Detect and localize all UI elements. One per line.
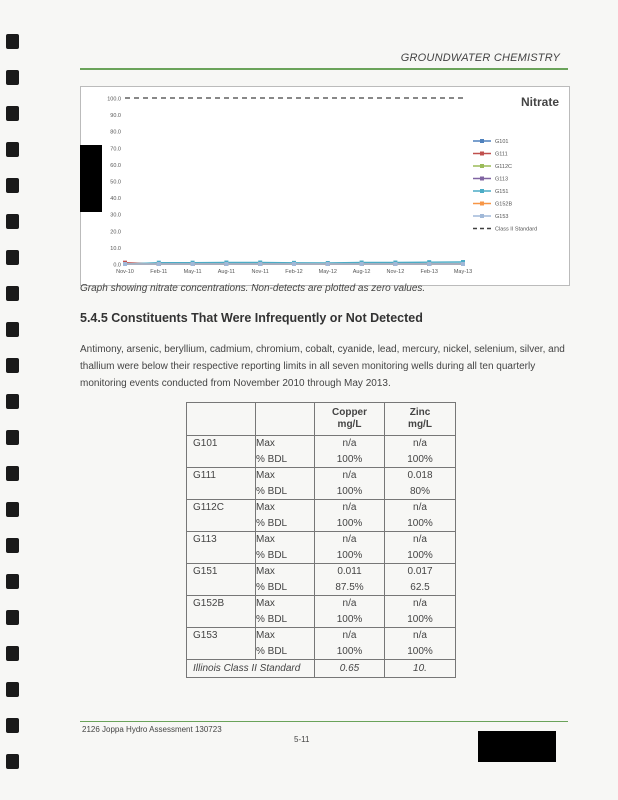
data-point <box>393 262 397 266</box>
data-point <box>461 262 465 266</box>
table-row-standard <box>187 660 456 678</box>
zinc-value: n/a <box>385 500 456 516</box>
x-tick-label: Nov-11 <box>251 269 269 275</box>
copper-value: 0.011 <box>315 564 385 580</box>
legend-marker <box>480 139 484 143</box>
zinc-value: n/a <box>385 532 456 548</box>
data-point <box>157 262 161 266</box>
binder-hole <box>6 610 19 625</box>
data-point <box>360 262 364 266</box>
zinc-value: n/a <box>385 628 456 644</box>
y-tick-label: 100.0 <box>107 96 121 103</box>
table-row <box>187 644 456 660</box>
binder-hole <box>6 646 19 661</box>
table-header-row <box>187 403 456 436</box>
binder-hole <box>6 754 19 769</box>
legend-label: G101 <box>495 139 509 145</box>
section-heading: 5.4.5 Constituents That Were Infrequently or Not Detected <box>80 311 423 325</box>
stat-label: Max <box>256 596 315 612</box>
copper-value: 100% <box>315 484 385 500</box>
binder-hole <box>6 466 19 481</box>
data-point <box>123 262 127 266</box>
well-name: G152B <box>187 596 256 612</box>
stat-label: Max <box>256 628 315 644</box>
zinc-value: 100% <box>385 612 456 628</box>
y-tick-label: 70.0 <box>110 146 121 153</box>
y-tick-label: 60.0 <box>110 162 121 169</box>
well-name: G151 <box>187 564 256 580</box>
legend-label: G113 <box>495 176 509 183</box>
binder-hole <box>6 574 19 589</box>
binder-hole <box>6 70 19 85</box>
page-number: 5-11 <box>294 735 310 744</box>
zinc-value: 0.017 <box>385 564 456 580</box>
zinc-value: 0.018 <box>385 468 456 484</box>
standard-label: Illinois Class II Standard <box>187 660 315 678</box>
chart-title: Nitrate <box>520 95 559 109</box>
table-row <box>187 484 456 500</box>
y-tick-label: 40.0 <box>110 196 121 203</box>
table-row <box>187 532 456 548</box>
zinc-value: 80% <box>385 484 456 500</box>
well-name-blank <box>187 452 256 468</box>
legend-label: Class II Standard <box>495 226 538 233</box>
well-name: G153 <box>187 628 256 644</box>
binder-hole <box>6 718 19 733</box>
zinc-value: 100% <box>385 644 456 660</box>
copper-value: 100% <box>315 644 385 660</box>
table-row <box>187 628 456 644</box>
table-row <box>187 516 456 532</box>
well-name-blank <box>187 580 256 596</box>
legend-label: G112C <box>495 164 513 170</box>
copper-value: n/a <box>315 532 385 548</box>
x-tick-label: Feb-12 <box>285 269 303 275</box>
table-header-blank <box>187 403 256 436</box>
binder-hole <box>6 142 19 157</box>
table-row <box>187 452 456 468</box>
zinc-value: 100% <box>385 452 456 468</box>
nitrate-chart <box>80 86 570 286</box>
copper-value: 100% <box>315 612 385 628</box>
redaction-block <box>478 731 556 762</box>
binder-hole <box>6 250 19 265</box>
table-row <box>187 596 456 612</box>
copper-value: n/a <box>315 436 385 452</box>
data-point <box>292 262 296 266</box>
chart-caption: Graph showing nitrate concentrations. Non-detects are plotted as zero values. <box>80 283 426 294</box>
data-point <box>191 262 195 266</box>
binder-hole <box>6 682 19 697</box>
legend-label: G153 <box>495 214 509 220</box>
copper-value: n/a <box>315 500 385 516</box>
binder-hole <box>6 394 19 409</box>
data-point <box>258 262 262 266</box>
binder-hole <box>6 34 19 49</box>
zinc-value: n/a <box>385 436 456 452</box>
footer-rule <box>80 721 568 722</box>
table-row <box>187 500 456 516</box>
stat-label: % BDL <box>256 516 315 532</box>
legend-label: G111 <box>495 151 508 158</box>
x-tick-label: Feb-11 <box>150 269 168 275</box>
binder-hole <box>6 538 19 553</box>
table-row <box>187 564 456 580</box>
binder-hole <box>6 214 19 229</box>
stat-label: Max <box>256 436 315 452</box>
redaction-block <box>80 145 102 212</box>
zinc-standard: 10. <box>385 660 456 678</box>
page-header-title: GROUNDWATER CHEMISTRY <box>400 52 560 64</box>
table-row <box>187 548 456 564</box>
legend-marker <box>480 189 484 193</box>
copper-value: 100% <box>315 452 385 468</box>
legend-marker <box>480 177 484 181</box>
well-name: G112C <box>187 500 256 516</box>
nitrate-chart-svg <box>81 87 569 285</box>
data-point <box>326 262 330 266</box>
well-name-blank <box>187 548 256 564</box>
legend-marker <box>480 164 484 168</box>
data-point <box>427 262 431 266</box>
copper-header-unit: mg/L <box>337 419 362 430</box>
y-tick-label: 0.0 <box>113 262 121 269</box>
binder-hole <box>6 502 19 517</box>
copper-value: n/a <box>315 468 385 484</box>
legend-marker <box>480 214 484 218</box>
zinc-value: n/a <box>385 596 456 612</box>
metals-table <box>186 402 456 678</box>
legend-label: G152B <box>495 201 513 208</box>
table-row <box>187 436 456 452</box>
copper-header <box>315 403 385 436</box>
footer-document-id: 2126 Joppa Hydro Assessment 130723 <box>82 725 222 734</box>
stat-label: Max <box>256 532 315 548</box>
x-tick-label: Feb-13 <box>420 269 438 275</box>
x-tick-label: Aug-11 <box>217 269 236 275</box>
y-tick-label: 10.0 <box>110 245 121 252</box>
stat-label: Max <box>256 500 315 516</box>
stat-label: Max <box>256 564 315 580</box>
copper-value: 100% <box>315 516 385 532</box>
zinc-value: 100% <box>385 548 456 564</box>
well-name: G101 <box>187 436 256 452</box>
table-row <box>187 612 456 628</box>
zinc-value: 100% <box>385 516 456 532</box>
binder-hole <box>6 178 19 193</box>
copper-value: n/a <box>315 596 385 612</box>
y-tick-label: 80.0 <box>110 129 121 136</box>
x-tick-label: Aug-12 <box>352 269 371 275</box>
zinc-header-unit: mg/L <box>408 419 432 430</box>
stat-label: % BDL <box>256 452 315 468</box>
copper-header-label: Copper <box>332 407 367 418</box>
y-tick-label: 90.0 <box>110 113 121 120</box>
y-tick-label: 30.0 <box>110 212 121 219</box>
zinc-header-label: Zinc <box>409 407 431 418</box>
table-row <box>187 468 456 484</box>
x-tick-label: Nov-12 <box>386 269 405 275</box>
binder-hole <box>6 430 19 445</box>
binder-hole <box>6 322 19 337</box>
stat-label: % BDL <box>256 580 315 596</box>
stat-label: % BDL <box>256 644 315 660</box>
stat-label: % BDL <box>256 612 315 628</box>
legend-marker <box>480 202 484 206</box>
well-name-blank <box>187 612 256 628</box>
header-rule <box>80 68 568 70</box>
section-body: Antimony, arsenic, beryllium, cadmium, chromium, cobalt, cyanide, lead, mercury, nickel, selenium, silver, and thallium were below their respective reporting limits in all seven monitoring wells during all ten quarterly monitoring events conducted from November 2010 through May 2013. <box>80 344 565 389</box>
zinc-value: 62.5 <box>385 580 456 596</box>
stat-label: % BDL <box>256 484 315 500</box>
copper-value: 87.5% <box>315 580 385 596</box>
binder-hole <box>6 358 19 373</box>
well-name-blank <box>187 484 256 500</box>
x-tick-label: May-12 <box>318 269 337 275</box>
data-point <box>224 262 228 266</box>
x-tick-label: May-11 <box>183 269 202 275</box>
legend-label: G151 <box>495 189 509 195</box>
y-tick-label: 50.0 <box>110 179 121 186</box>
table-header-blank <box>256 403 315 436</box>
stat-label: Max <box>256 468 315 484</box>
copper-standard: 0.65 <box>315 660 385 678</box>
legend-marker <box>480 152 484 156</box>
binder-hole <box>6 286 19 301</box>
copper-value: n/a <box>315 628 385 644</box>
stat-label: % BDL <box>256 548 315 564</box>
binder-hole <box>6 106 19 121</box>
zinc-header <box>385 403 456 436</box>
copper-value: 100% <box>315 548 385 564</box>
well-name: G113 <box>187 532 256 548</box>
well-name-blank <box>187 644 256 660</box>
table-row <box>187 580 456 596</box>
y-tick-label: 20.0 <box>110 229 121 236</box>
well-name-blank <box>187 516 256 532</box>
x-tick-label: Nov-10 <box>116 269 134 275</box>
x-tick-label: May-13 <box>453 269 473 275</box>
well-name: G111 <box>187 468 256 484</box>
